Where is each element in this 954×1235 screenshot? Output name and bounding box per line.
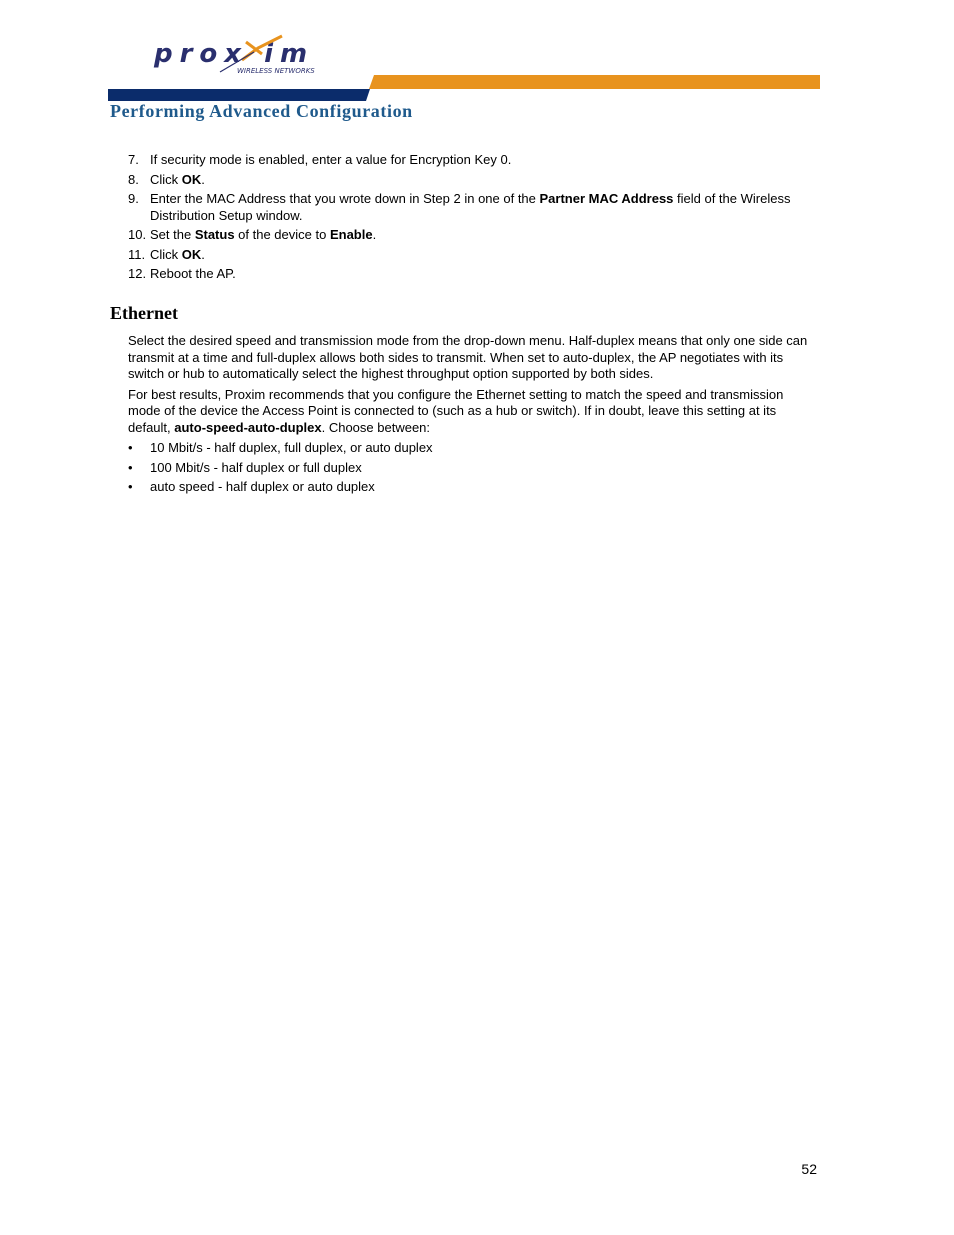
bold-term: Enable — [329, 227, 373, 242]
ethernet-heading: Ethernet — [110, 303, 178, 323]
logo-wordmark: prox im — [154, 39, 315, 69]
bold-term: OK — [181, 246, 202, 262]
step-number: 11. — [128, 246, 146, 262]
step-text — [150, 247, 818, 264]
ethernet-paragraph-1: Select the desired speed and transmission mode from the drop-down menu. Half-duplex means that only one side can transmit at a time and full-duplex allows both sides to transmit. When set to auto-duplex, the AP negotiates with its switch or hub to automatically select the highest throughput option supported by both sides. — [128, 333, 808, 381]
ethernet-paragraph-2 — [128, 387, 818, 437]
step-text — [150, 227, 818, 244]
header-banner — [108, 74, 820, 104]
step-text — [150, 191, 818, 224]
step-item — [128, 191, 818, 224]
text-run: . — [372, 227, 377, 242]
step-text — [150, 152, 818, 169]
option-text: auto speed - half duplex or auto duplex — [150, 479, 375, 494]
step-text — [150, 266, 818, 283]
banner-orange-bar — [369, 75, 820, 89]
bold-term: Status — [194, 227, 235, 242]
text-run: Reboot the AP. — [150, 266, 236, 281]
steps-content — [128, 152, 818, 286]
ethernet-options-list — [128, 440, 818, 496]
option-item — [128, 460, 818, 477]
step-item — [128, 227, 818, 244]
text-run: Enter the MAC Address that you wrote down in Step 2 in one of the — [150, 191, 540, 206]
banner-navy-bar — [108, 89, 370, 101]
text-run: of the device to — [234, 227, 330, 242]
text-run: . — [201, 246, 205, 262]
step-number: 7. — [128, 152, 139, 167]
logo-tagline: WIRELESS NETWORKS — [237, 67, 315, 75]
step-text — [150, 172, 818, 189]
text-run: Click — [150, 171, 182, 187]
text-run: If security mode is enabled, enter a value for Encryption Key 0. — [150, 152, 512, 167]
bold-term: auto-speed-auto-duplex — [174, 419, 322, 435]
bullet-icon: • — [128, 440, 133, 455]
proxim-logo — [150, 30, 340, 80]
option-text: 10 Mbit/s - half duplex, full duplex, or auto duplex — [150, 440, 433, 455]
step-item — [128, 152, 818, 169]
bullet-icon: • — [128, 459, 133, 475]
text-run: For best results, Proxim recommends that you configure the Ethernet setting to match the speed and transmission mode of the device the Access Point is connected to (such as a hub or switch). If in doubt, leave this setting at its default, — [128, 386, 784, 435]
step-number: 8. — [128, 171, 139, 187]
bold-term: Partner MAC Address — [539, 191, 674, 206]
section-title: Performing Advanced Configuration — [110, 101, 413, 121]
option-text: 100 Mbit/s - half duplex or full duplex — [150, 459, 362, 475]
step-number: 12. — [128, 266, 147, 281]
option-item — [128, 479, 818, 496]
text-run: . Choose between: — [321, 419, 431, 435]
step-item — [128, 247, 818, 264]
text-run: field of the Wireless Distribution Setup window. — [150, 191, 791, 223]
steps-list — [128, 152, 818, 283]
ethernet-content — [128, 333, 818, 499]
step-item — [128, 266, 818, 283]
text-run: Click — [150, 246, 182, 262]
page-number: 52 — [801, 1161, 817, 1177]
text-run: Set the — [150, 227, 195, 242]
bullet-icon: • — [128, 479, 133, 494]
bold-term: OK — [181, 171, 202, 187]
step-number: 9. — [128, 191, 139, 206]
text-run: . — [201, 171, 205, 187]
step-number: 10. — [128, 227, 147, 242]
option-item — [128, 440, 818, 457]
step-item — [128, 172, 818, 189]
